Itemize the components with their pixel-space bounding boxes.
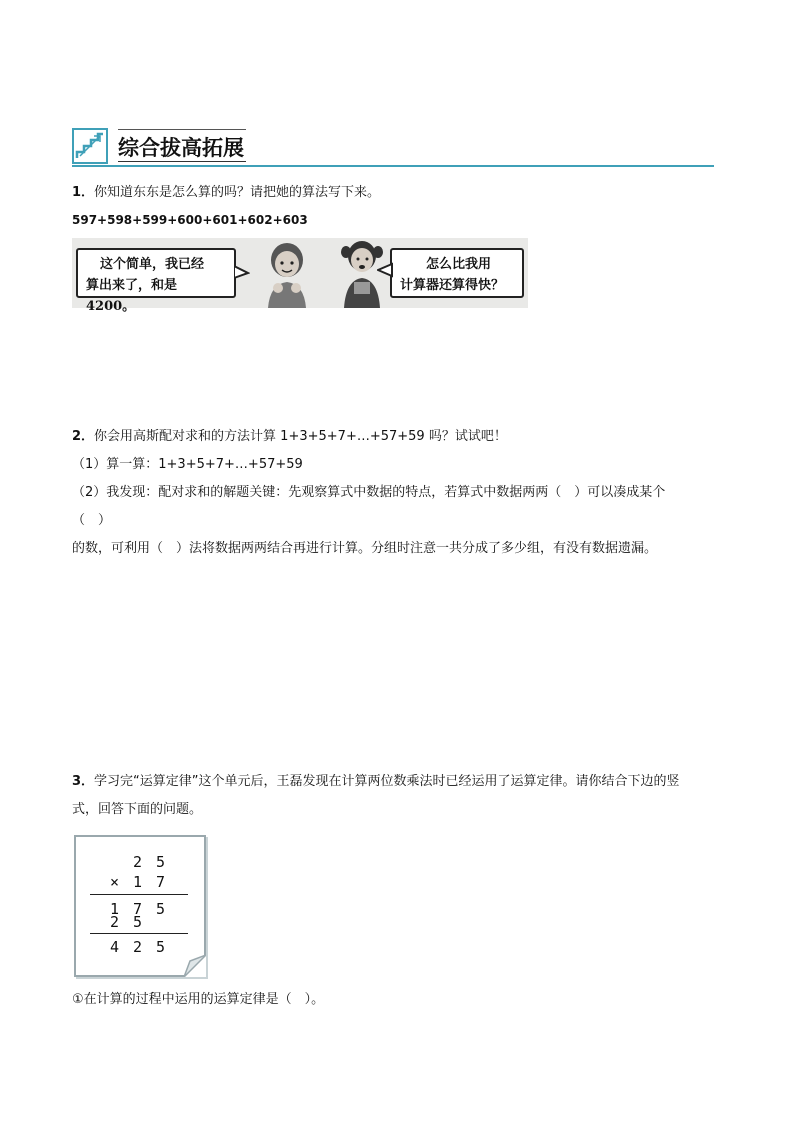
calc-digit: 5 — [156, 853, 166, 871]
bubble-right-line2: 计算器还算得快？ — [400, 278, 505, 293]
calc-digit: 5 — [156, 900, 166, 918]
q3-text-line1: 学习完“运算定律”这个单元后，王磊发现在计算两位数乘法时已经运用了运算定律。请你结合下边的竖 — [94, 774, 680, 789]
q1-expression: 597+598+599+600+601+602+603 — [72, 213, 308, 227]
calc-digit: 5 — [133, 913, 143, 931]
header-underline — [72, 165, 714, 167]
header-top-rule — [118, 129, 246, 130]
calc-digit: 2 — [133, 853, 143, 871]
q2-line — [72, 428, 507, 446]
calc-rule — [90, 894, 188, 895]
calc-digit: 2 — [110, 913, 120, 931]
girl-figure-icon — [256, 240, 318, 308]
page-fold-icon — [184, 955, 206, 977]
calc-digit: 2 — [133, 938, 143, 956]
q3-text-line2: 式，回答下面的问题。 — [72, 802, 203, 817]
calc-digit: 1 — [133, 873, 143, 891]
calc-digit: 7 — [133, 900, 143, 918]
q2-part2-line1: （2）我发现：配对求和的解题关键：先观察算式中数据的特点，若算式中数据两两（ ）可以凑成某个 — [72, 485, 666, 500]
q3-sub1: ①在计算的过程中运用的运算定律是（ ）。 — [72, 992, 325, 1007]
section-title: 综合拔高拓展 — [118, 135, 244, 160]
q2-text: 你会用高斯配对求和的方法计算 1+3+5+7+…+57+59 吗？试试吧！ — [94, 429, 507, 444]
comic-illustration — [72, 238, 528, 314]
bubble-right-line1: 怎么比我用 — [426, 257, 492, 272]
q2-part2-line3: 的数，可利用（ ）法将数据两两结合再进行计算。分组时注意一共分成了多少组，有没有数据遗漏。 — [72, 541, 658, 556]
q1-line — [72, 184, 380, 202]
bubble-right-tail — [377, 262, 393, 278]
bubble-left-line1: 这个简单，我已经 — [100, 257, 205, 272]
q2-part2-line2: （ ） — [72, 513, 112, 528]
bubble-left-line2: 算出来了，和是4200。 — [86, 278, 178, 314]
speech-bubble-right — [390, 248, 524, 298]
q1-text: 你知道东东是怎么算的吗？请把她的算法写下来。 — [94, 185, 381, 200]
calc-digit: 7 — [156, 873, 166, 891]
times-sign: × — [110, 873, 120, 891]
calc-rule — [90, 933, 188, 934]
q2-number: 2． — [72, 429, 95, 444]
header-title-rule — [118, 161, 246, 162]
q2-part1: （1）算一算：1+3+5+7+…+57+59 — [72, 457, 303, 472]
calc-digit: 1 — [110, 900, 120, 918]
vertical-multiplication-card — [74, 835, 206, 977]
stairs-icon — [72, 128, 108, 164]
calc-digit: 4 — [110, 938, 120, 956]
q1-number: 1． — [72, 185, 95, 200]
calc-digit: 5 — [156, 938, 166, 956]
q3-number: 3． — [72, 774, 95, 789]
speech-bubble-left — [76, 248, 236, 314]
bubble-left-tail — [234, 266, 250, 280]
q3-line1 — [72, 773, 680, 791]
